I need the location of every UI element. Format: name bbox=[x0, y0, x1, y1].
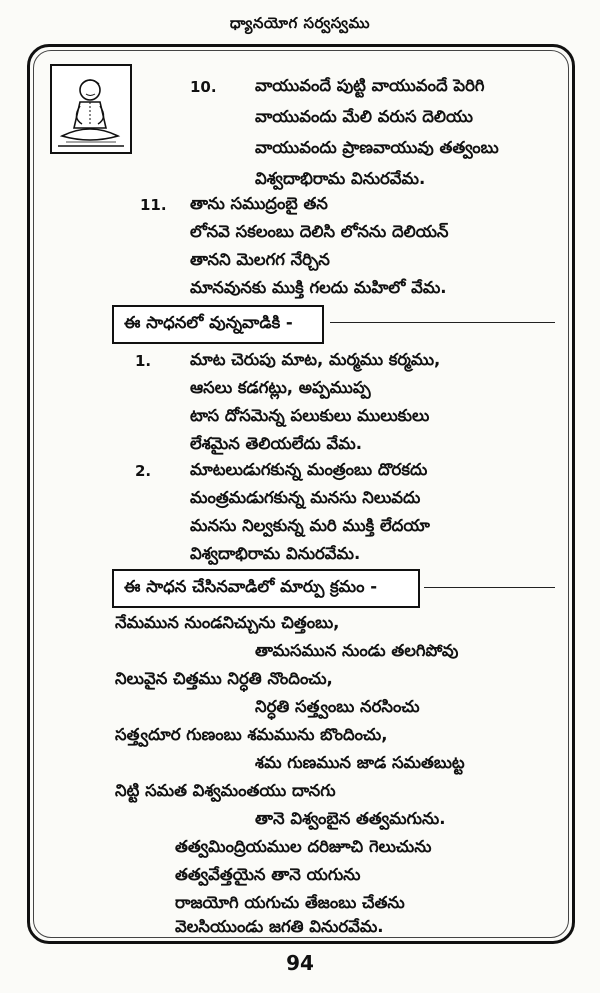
verse-10-line-2: వాయువందు మేలి వరుస దెలియు bbox=[255, 107, 473, 126]
section-2-heading: ఈ సాధన చేసినవాడిలో మార్పు క్రమం - bbox=[112, 569, 420, 608]
verse-11-number: 11. bbox=[140, 196, 167, 214]
poem-line-1: నేమమున నుండనిచ్చును చిత్తంబు, bbox=[115, 613, 340, 632]
verse-1-line-3: టాస దోసమెన్న పలుకులు ములుకులు bbox=[190, 406, 430, 425]
poem-line-6: శమ గుణమున జాడ సమతబుట్ట bbox=[255, 753, 465, 772]
verse-11-line-1: తాను సముద్రంబై తన bbox=[190, 194, 328, 213]
poem-line-4: నిర్ధతి సత్త్వంబు నరసించు bbox=[255, 697, 420, 716]
poem-line-12: వెలసియుండు జగతి వినురవేమ. bbox=[175, 917, 384, 936]
poem-line-8: తానె విశ్వంబైన తత్వమగును. bbox=[255, 809, 446, 828]
verse-1-line-2: ఆసలు కడగట్లు, అప్పముప్ప bbox=[190, 378, 371, 397]
verse-2-line-4: విశ్వదాభిరామ వినురవేమ. bbox=[190, 544, 361, 563]
author-portrait bbox=[50, 64, 132, 154]
poem-line-11: రాజయోగి యగుచు తేజంబు చేతను bbox=[175, 893, 405, 912]
verse-11-line-3: తానని మెలగగ నేర్చిన bbox=[190, 250, 330, 269]
poem-line-5: సత్త్వదూర గుణంబు శమమును బొందించు, bbox=[115, 725, 388, 744]
verse-10-line-1: వాయువందే పుట్టి వాయువందే పెరిగి bbox=[255, 76, 485, 95]
section-1-heading: ఈ సాధనలో వున్నవాడికి - bbox=[112, 305, 324, 344]
verse-2-line-1: మాటలుడుగకున్న మంత్రంబు దొరకదు bbox=[190, 460, 428, 479]
verse-2-line-3: మనసు నిల్వకున్న మరి ముక్తి లేదయా bbox=[190, 516, 430, 535]
poem-line-3: నిలువైన చిత్తము నిర్ధతి నొందించు, bbox=[115, 669, 333, 688]
verse-10-line-3: వాయువందు ప్రాణవాయువు తత్వంబు bbox=[255, 138, 499, 157]
verse-11-line-2: లోనవె సకలంబు దెలిసి లోనను దెలియన్ bbox=[190, 222, 449, 241]
verse-1-line-1: మాట చెరుపు మాట, మర్మము కర్మము, bbox=[190, 350, 441, 369]
poem-line-2: తామసమున నుండు తలగిపోవు bbox=[255, 641, 459, 660]
verse-2-line-2: మంత్రమడుగకున్న మనసు నిలువదు bbox=[190, 488, 421, 507]
poem-line-7: నిట్టి సమత విశ్వమంతయు దానగు bbox=[115, 781, 336, 800]
verse-10-number: 10. bbox=[190, 78, 217, 96]
verse-10-line-4: విశ్వదాభిరామ వినురవేమ. bbox=[255, 169, 426, 188]
verse-2-number: 2. bbox=[135, 462, 152, 480]
verse-1-line-4: లేశమైన తెలియలేదు వేమ. bbox=[190, 434, 362, 453]
verse-1-number: 1. bbox=[135, 352, 152, 370]
running-head: ధ్యానయోగ సర్వస్వము bbox=[229, 14, 371, 32]
meditating-guru-icon bbox=[52, 66, 130, 152]
page-number: 94 bbox=[286, 951, 314, 975]
poem-line-9: తత్వమింద్రియముల దరిజూచి గెలుచును bbox=[175, 837, 432, 856]
section-2-rule bbox=[424, 587, 555, 588]
section-1-rule bbox=[330, 322, 555, 323]
verse-11-line-4: మానవునకు ముక్తి గలదు మహిలో వేమ. bbox=[190, 278, 447, 297]
poem-line-10: తత్వవేత్తయైన తానె యగును bbox=[175, 865, 361, 884]
